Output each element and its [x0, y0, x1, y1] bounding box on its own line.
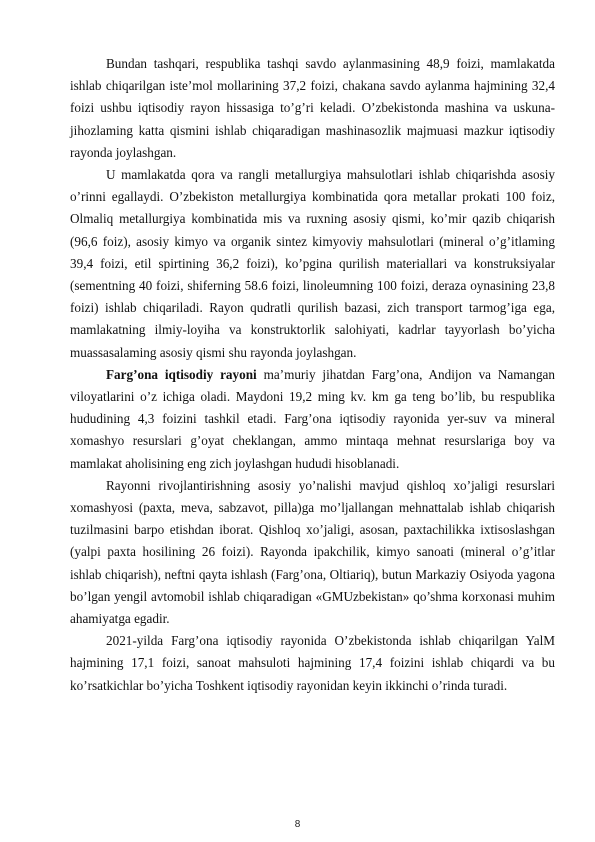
paragraph-metallurgy — [70, 164, 555, 364]
paragraph-text: Bundan tashqari, respublika tashqi savdo aylanmasining 48,9 foizi, mamlakatda ishlab chiqarilgan iste’mol mollarining 37,2 foizi, chakana savdo aylanma hajmining 32,4 foizi ushbu iqtisodiy rayon hissasiga to’g’ri keladi. O’zbekistonda mashina va uskuna-jihozlaming katta qismini ishlab chiqaradigan mashinasozlik majmuasi mazkur iqtisodiy rayonda joylashgan. — [70, 56, 555, 160]
paragraph-text: ma’muriy jihatdan Farg’ona, Andijon va Namangan viloyatlarini o’z ichiga oladi. Maydoni 19,2 ming kv. km ga teng bo’lib, bu respublika hududining 4,3 foizini tashkil etadi. Farg’ona iqtisodiy rayonida yer-suv va mineral xomashyo resurslari g’oyat cheklangan, ammo mintaqa mehnat resurslariga boy va mamlakat aholisining eng zich joylashgan hududi hisoblanadi. — [70, 366, 556, 471]
paragraph-lead-heading: Farg’ona iqtisodiy rayoni — [106, 366, 257, 382]
page-number: 8 — [294, 819, 301, 830]
document-page — [70, 53, 555, 697]
paragraph-text: 2021-yilda Farg’ona iqtisodiy rayonida O’zbekistonda ishlab chiqarilgan YalM hajmining 17,1 foizi, sanoat mahsuloti hajmining 17,4 foizini ishlab chiqardi va bu ko’rsatkichlar bo’yicha Toshkent iqtisodiy rayonidan keyin ikkinchi o’rinda turadi. — [70, 633, 555, 693]
paragraph-text: Rayonni rivojlantirishning asosiy yo’nalishi mavjud qishloq xo’jaligi resurslari xomashyosi (paxta, meva, sabzavot, pilla)ga mo’ljallangan mehnattalab ishlab chiqarish tuzilmasini barpo etishdan iborat. Qishloq xo’jaligi, asosan, paxtachilikka ixtisoslashgan (yalpi paxta hosilining 26 foizi). Rayonda ipakchilik, kimyo sanoati (mineral o’g’itlar ishlab chiqarish), neftni qayta ishlash (Farg’ona, Oltiariq), butun Markaziy Osiyoda yagona bo’lgan yengil avtomobil ishlab chiqaradigan «GMUzbekistan» qo’shma korxonasi muhim ahamiyatga egadir. — [70, 477, 555, 627]
paragraph-trade-share — [70, 53, 555, 164]
paragraph-development-direction — [70, 475, 555, 630]
paragraph-text: U mamlakatda qora va rangli metallurgiya mahsulotlari ishlab chiqarishda asosiy o’rinni egallaydi. O’zbekiston metallurgiya kombinatida qora metallar prokati 100 foiz, Olmaliq metallurgiya kombinatida mis va ruxning asosiy qismi, ko’mir qazib chiqarish (96,6 foiz), asosiy kimyo va organik sintez kimyoviy mahsulotlari (mineral o’g’itlaming 39,4 foizi, etil spirtining 36,2 foizi), ko’pgina qurilish materiallari va konstruksiyalar (sementning 40 foizi, shiferning 58.6 foizi, linoleumning 100 foizi, deraza oynasining 23,8 foizi) ishlab chiqariladi. Rayon qudratli qurilish bazasi, zich transport tarmog’iga ega, mamlakatning ilmiy-loyiha va konstruktorlik salohiyati, kadrlar tayyorlash bo’yicha muassasalaming asosiy qismi shu rayonda joylashgan. — [70, 167, 555, 360]
paragraph-fergana-region — [70, 364, 555, 475]
paragraph-2021-statistics — [70, 630, 555, 697]
